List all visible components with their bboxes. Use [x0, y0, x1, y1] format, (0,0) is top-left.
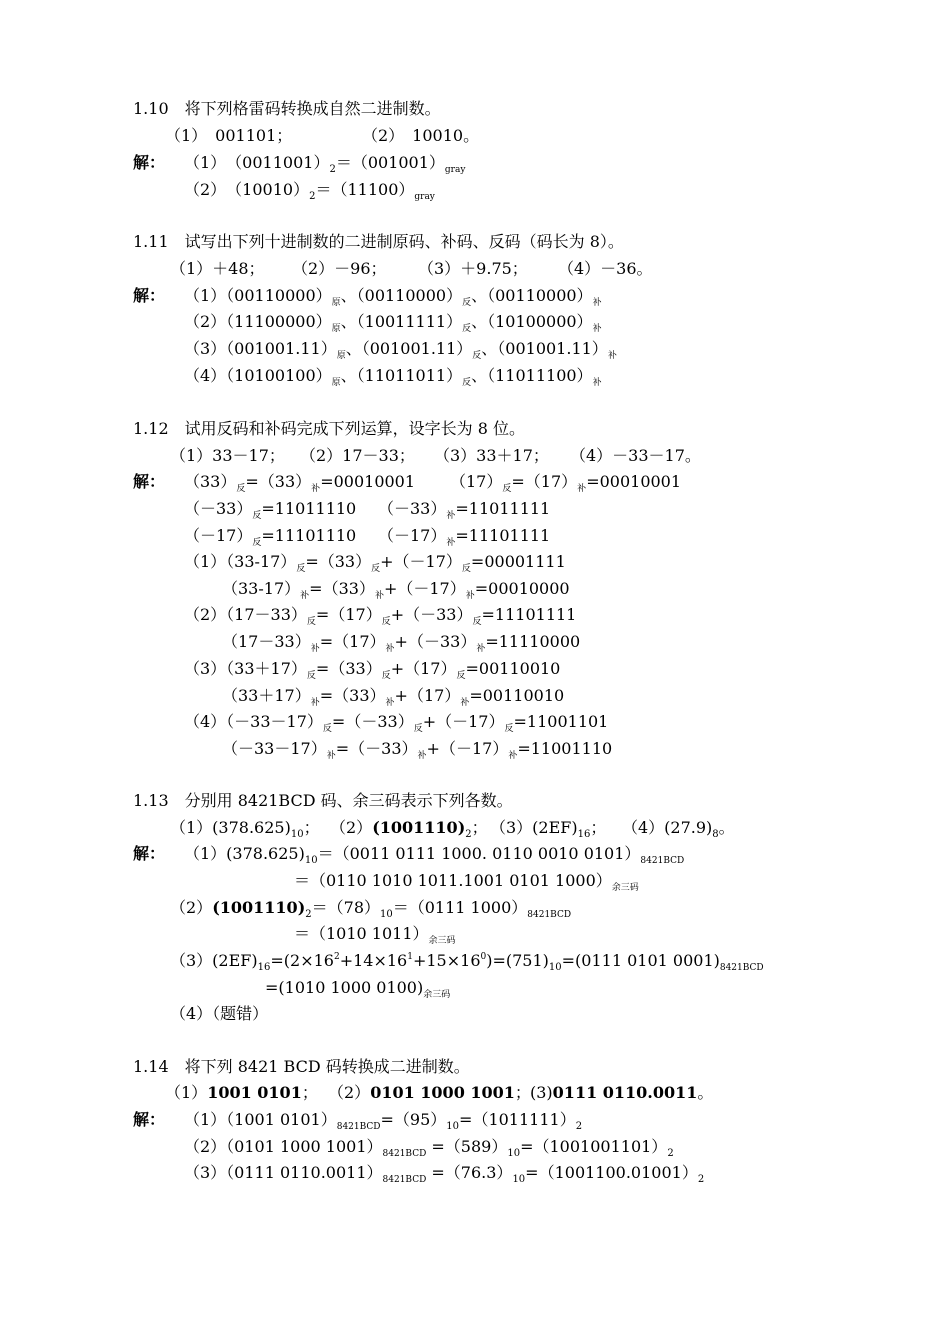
- problem-1-13-question-4: $(4)(27.9)_8$。: [622, 818, 735, 840]
- problem-1-11-answer-4: $(4)(10100100)_原$、$(11011011)_反$、$(11011100)_补$: [184, 366, 602, 388]
- problem-1-10-answer-1: （1） $(0011001)_2=(001001)_{gray}$: [184, 153, 466, 175]
- operation-line: $(33-17)_补=(33)_补+(-17)_补=00010000$: [222, 579, 570, 601]
- problem-1-13-answer-1: $(1)(378.625)_{10}=(0011$ 0111 1000. 0110 0010 $0101)_{8421BCD}$: [184, 844, 685, 866]
- problem-1-13-question-1: $(1)(378.625)_{10}$；: [170, 818, 320, 840]
- problem-1-12-question-4: （4）－33－17。: [570, 446, 701, 465]
- operation-line: $(-33-17)_补=(-33)_补+(-17)_补=11001110$: [222, 739, 613, 761]
- operation-line: $(33+17)_补=(33)_补+(17)_补=00110010$: [222, 686, 565, 708]
- code-neg17-ones: $(-17)_反=11101110$: [184, 526, 357, 548]
- solution-label: 解：: [133, 1110, 166, 1129]
- operation-line: $(1)(33-17)_反=(33)_反+(-17)_反=00001111$: [184, 552, 566, 574]
- problem-1-11-title: 1.11 试写出下列十进制数的二进制原码、补码、反码（码长为 8）。: [133, 232, 624, 251]
- problem-1-14-question-3: (3)0111 0110.0011。: [530, 1083, 714, 1102]
- problem-1-12-question-1: （1）33－17；: [170, 446, 285, 465]
- problem-1-14-question-2: （2）0101 1000 1001；: [328, 1083, 531, 1102]
- problem-1-14-title: 1.14 将下列 8421 BCD 码转换成二进制数。: [133, 1057, 470, 1076]
- problem-1-11-answer-1: $(1)(00110000)_原$、$(00110000)_反$、$(00110000)_补$: [184, 286, 602, 308]
- code-neg33-ones: $(-33)_反=11011110$: [184, 499, 357, 521]
- solution-label: 解：: [133, 153, 166, 172]
- problem-1-13-answer-3-excess3: =(1010 1000 $0100)_{余三码}$: [265, 978, 451, 1000]
- problem-1-11-question-1: （1）＋48；: [170, 259, 265, 278]
- code-neg17-twos: $(-17)_补=11101111$: [378, 526, 551, 548]
- problem-1-11-question-3: （3）＋9.75；: [418, 259, 528, 278]
- problem-1-11-answer-2: $(2)(11100000)_原$、$(10011111)_反$、$(10100000)_补$: [184, 312, 602, 334]
- problem-1-10-answer-2: （2） $(10010)_2=(11100)_{gray}$: [184, 180, 435, 202]
- problem-1-13-answer-2-excess3: ＝（1010 $1011)_{余三码}$: [294, 924, 456, 946]
- code-17-line: $(17)_反=(17)_补=00010001$: [450, 472, 682, 494]
- problem-1-12-question-3: （3）33＋17；: [434, 446, 549, 465]
- problem-1-13-answer-3: $(3)(2EF)_{16}=(2\times 16^2+14\times 16^1+15\times 16^0)=(751)_{10}=(0111$ 0101 $0001)_{8421BCD}$: [170, 951, 764, 973]
- problem-1-11-question-2: （2）－96；: [292, 259, 387, 278]
- problem-1-14-answer-1: （1）（1001 $0101)_{8421BCD}=(95)_{10}=(1011111)_2$: [184, 1110, 583, 1132]
- problem-1-13-answer-1-excess3: ＝（0110 1010 1011.1001 0101 $1000)_{余三码}$: [294, 871, 639, 893]
- solution-label: 解：: [133, 286, 166, 305]
- problem-1-11-question-4: （4）－36。: [558, 259, 653, 278]
- problem-1-10-question-1: （1） 001101；: [165, 126, 293, 145]
- operation-line: $(4)(-33-17)_反=(-33)_反+(-17)_反=11001101$: [184, 712, 609, 734]
- problem-1-10-title: 1.10 将下列格雷码转换成自然二进制数。: [133, 99, 441, 118]
- problem-1-13-answer-2: $(2)(1001110)_2=(78)_{10}=(0111$ $1000)_{8421BCD}$: [170, 898, 572, 920]
- problem-1-13-answer-4: （4）（题错）: [170, 1004, 269, 1023]
- problem-1-13-title: 1.13 分别用 8421BCD 码、余三码表示下列各数。: [133, 791, 513, 810]
- problem-1-13-question-2: $(2)(1001110)_2$；: [330, 818, 488, 840]
- problem-1-14-question-1: （1）1001 0101；: [165, 1083, 318, 1102]
- solution-label: 解：: [133, 844, 166, 863]
- problem-1-11-answer-3: $(3)(001001.11)_原$、$(001001.11)_反$、$(001001.11)_补$: [184, 339, 617, 361]
- operation-line: $(3)(33+17)_反=(33)_反+(17)_反=00110010$: [184, 659, 561, 681]
- operation-line: $(2)(17-33)_反=(17)_反+(-33)_反=11101111$: [184, 605, 577, 627]
- problem-1-13-question-3: $(3)(2EF)_{16}$；: [490, 818, 607, 840]
- problem-1-12-question-2: （2）17－33；: [300, 446, 415, 465]
- operation-line: $(17-33)_补=(17)_补+(-33)_补=11110000$: [222, 632, 581, 654]
- code-33-line: $(33)_反=(33)_补=00010001$: [184, 472, 416, 494]
- problem-1-12-title: 1.12 试用反码和补码完成下列运算，设字长为 8 位。: [133, 419, 525, 438]
- problem-1-14-answer-3: （3）（0111 $0110.0011)_{8421BCD} =(76.3)_{10}=(1001100.01001)_2$: [184, 1163, 705, 1185]
- problem-1-14-answer-2: （2）（0101 1000 $1001)_{8421BCD} =(589)_{10}=(1001001101)_2$: [184, 1137, 674, 1159]
- code-neg33-twos: $(-33)_补=11011111$: [378, 499, 551, 521]
- solution-label: 解：: [133, 472, 166, 491]
- problem-1-10-question-2: （2） 10010。: [362, 126, 480, 145]
